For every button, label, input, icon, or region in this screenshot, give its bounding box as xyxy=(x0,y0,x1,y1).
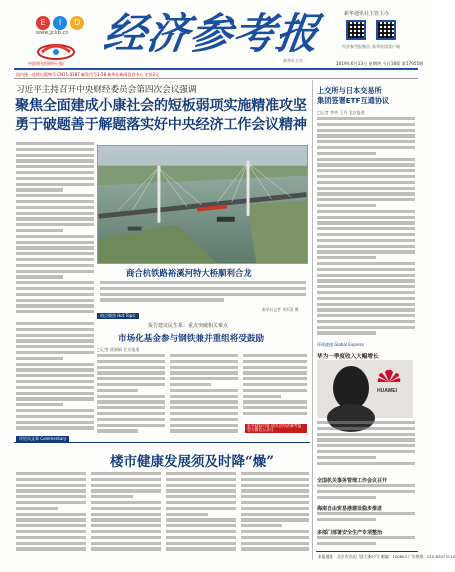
text-line xyxy=(16,246,94,249)
emblem-icon xyxy=(34,40,78,60)
text-line xyxy=(317,187,415,190)
text-line xyxy=(317,438,415,441)
text-line xyxy=(16,513,86,516)
text-line xyxy=(166,484,236,487)
logo-letter-d: D xyxy=(70,16,84,30)
right-lower-body xyxy=(317,512,415,526)
text-line xyxy=(91,518,161,521)
text-line xyxy=(241,542,309,545)
text-line xyxy=(16,165,94,168)
text-line xyxy=(317,303,415,306)
bridge-photo xyxy=(97,145,308,264)
commentary-body xyxy=(166,472,236,558)
hot-topic-body xyxy=(97,354,165,438)
text-line xyxy=(241,530,309,533)
issue-date-line: 2019年6月13日 星期四 今日16版 第17955期 xyxy=(336,61,424,66)
text-line xyxy=(16,293,94,296)
text-line xyxy=(16,374,94,377)
text-line xyxy=(16,426,94,429)
text-line xyxy=(317,456,376,459)
text-line xyxy=(16,229,63,232)
text-line xyxy=(166,536,236,539)
text-line xyxy=(243,383,307,386)
text-line xyxy=(100,293,306,296)
text-line xyxy=(243,354,307,357)
text-line xyxy=(16,536,86,539)
qr-caption: 新华炫闻客户端 xyxy=(372,44,400,49)
text-line xyxy=(91,495,133,498)
text-line xyxy=(16,258,94,261)
text-line xyxy=(16,524,86,527)
right-headline-2: 集团签署ETF互通协议 xyxy=(317,96,390,105)
huawei-photo xyxy=(317,360,413,418)
text-line xyxy=(91,484,161,487)
text-line xyxy=(317,117,415,120)
text-line xyxy=(16,334,94,337)
text-line xyxy=(241,489,309,492)
text-line xyxy=(16,392,94,395)
text-line xyxy=(166,478,236,481)
text-line xyxy=(16,357,63,360)
text-line xyxy=(16,351,94,354)
text-line xyxy=(243,406,307,409)
footer-info: 本报地址：北京市宣武门西大街57号 邮编：100803 广告热线：010-63073110 xyxy=(318,554,455,559)
text-line xyxy=(241,524,282,527)
global-express-headline: 华为一季度收入大幅增长 xyxy=(317,354,379,360)
text-line xyxy=(317,326,415,329)
text-line xyxy=(317,210,415,213)
text-line xyxy=(170,395,238,398)
hot-topic-tag: 热点聚焦 Hot Topic xyxy=(97,313,139,319)
right-lower-headline-2: 海南自由贸易港建设稳步推进 xyxy=(317,506,383,512)
text-line xyxy=(170,366,238,369)
text-line xyxy=(241,507,309,510)
text-line xyxy=(16,194,94,197)
text-line xyxy=(91,547,161,550)
text-line xyxy=(16,200,94,203)
text-line xyxy=(91,489,161,492)
right-story-body xyxy=(317,117,415,339)
text-line xyxy=(16,542,86,545)
text-line xyxy=(16,264,94,267)
photo-credit: 新华社记者 刘军喜 摄 xyxy=(262,307,299,312)
divider xyxy=(14,78,418,79)
text-line xyxy=(97,412,165,415)
text-line xyxy=(166,501,236,504)
hot-topic-body xyxy=(170,354,238,438)
text-line xyxy=(97,366,165,369)
text-line xyxy=(16,530,86,533)
right-lower-body xyxy=(317,484,415,502)
text-line xyxy=(16,518,86,521)
text-line xyxy=(16,403,63,406)
text-line xyxy=(243,360,307,363)
commentary-tag: 评论员文章 Commentary xyxy=(16,436,69,442)
lead-body-column xyxy=(16,322,94,434)
text-line xyxy=(317,314,415,317)
hot-topic-kicker: 报告建议民生系：重点突破相关难点 xyxy=(148,323,229,329)
logo-letter-e: E xyxy=(36,16,50,30)
text-line xyxy=(243,371,307,374)
text-line xyxy=(317,204,376,207)
text-line xyxy=(16,339,94,342)
text-line xyxy=(317,169,415,172)
text-line xyxy=(317,262,415,265)
text-line xyxy=(166,507,236,510)
text-line xyxy=(16,275,63,278)
text-line xyxy=(100,281,306,284)
text-line xyxy=(241,495,309,498)
text-line xyxy=(317,320,415,323)
eid-logo xyxy=(22,8,92,66)
logo-letters xyxy=(36,10,82,26)
text-line xyxy=(317,274,415,277)
text-line xyxy=(16,397,94,400)
text-line xyxy=(243,389,307,392)
text-line xyxy=(317,250,415,253)
text-line xyxy=(97,395,165,398)
text-line xyxy=(241,472,309,475)
column-divider xyxy=(312,80,313,560)
text-line xyxy=(317,291,415,294)
text-line xyxy=(317,427,415,430)
text-line xyxy=(97,383,165,386)
text-line xyxy=(317,542,376,545)
text-line xyxy=(170,429,238,432)
text-line xyxy=(97,360,165,363)
text-line xyxy=(16,368,94,371)
text-line xyxy=(166,530,236,533)
text-line xyxy=(16,217,94,220)
text-line xyxy=(317,175,415,178)
commentary-body xyxy=(91,472,161,558)
text-line xyxy=(317,227,415,230)
text-line xyxy=(166,472,236,475)
text-line xyxy=(241,536,309,539)
text-line xyxy=(16,183,94,186)
text-line xyxy=(91,524,161,527)
text-line xyxy=(97,400,165,403)
lead-headline-1: 聚焦全面建成小康社会的短板弱项实施精准攻坚 xyxy=(15,98,307,114)
text-line xyxy=(16,409,94,412)
lead-headline-2: 勇于破题善于解题落实好中央经济工作会议精神 xyxy=(15,117,307,133)
text-line xyxy=(97,354,165,357)
text-line xyxy=(317,146,415,149)
text-line xyxy=(170,354,238,357)
text-line xyxy=(241,547,309,550)
text-line xyxy=(317,152,376,155)
text-line xyxy=(317,450,415,453)
text-line xyxy=(91,530,161,533)
text-line xyxy=(317,433,415,436)
logo-letter-i: I xyxy=(53,16,67,30)
text-line xyxy=(317,421,415,424)
text-line xyxy=(317,245,415,248)
text-line xyxy=(241,484,309,487)
text-line xyxy=(16,212,94,215)
text-line xyxy=(170,400,238,403)
text-line xyxy=(16,472,86,475)
qr-caption: 经济参考报微信 xyxy=(342,44,370,49)
text-line xyxy=(317,268,415,271)
text-line xyxy=(97,406,165,409)
text-line xyxy=(16,177,94,180)
text-line xyxy=(317,216,415,219)
text-line xyxy=(16,495,86,498)
text-line xyxy=(317,233,415,236)
text-line xyxy=(16,304,94,307)
right-lower-headline-3: 多部门部署安全生产专项整治 xyxy=(317,530,383,536)
text-line xyxy=(317,462,415,465)
text-line xyxy=(170,389,238,392)
hot-topic-body xyxy=(243,354,307,422)
text-line xyxy=(16,159,94,162)
text-line xyxy=(317,279,415,282)
lead-kicker: 习近平主持召开中央财经委员会第四次会议强调 xyxy=(16,85,197,95)
text-line xyxy=(317,444,415,447)
text-line xyxy=(16,235,94,238)
text-line xyxy=(170,360,238,363)
text-line xyxy=(317,221,415,224)
text-line xyxy=(170,406,238,409)
text-line xyxy=(241,518,309,521)
logo-url: www.jjckb.cn xyxy=(36,30,69,36)
text-line xyxy=(166,513,208,516)
huawei-scene xyxy=(317,360,413,418)
text-line xyxy=(91,507,161,510)
text-line xyxy=(243,366,307,369)
text-line xyxy=(243,377,307,380)
text-line xyxy=(170,371,238,374)
photo-caption: 商合杭铁路裕溪河特大桥顺利合龙 xyxy=(126,268,252,278)
text-line xyxy=(16,206,94,209)
text-line xyxy=(16,489,86,492)
commentary-headline: 楼市健康发展须及时降“燥” xyxy=(110,454,275,470)
text-line xyxy=(16,171,94,174)
text-line xyxy=(317,518,376,521)
text-line xyxy=(317,512,415,515)
text-line xyxy=(170,418,238,421)
text-line xyxy=(97,418,165,421)
qr-code-icon xyxy=(376,20,396,40)
text-line xyxy=(317,308,415,311)
text-line xyxy=(16,252,94,255)
masthead-note: 新华社主办 xyxy=(283,58,303,63)
text-line xyxy=(317,536,415,539)
text-line xyxy=(317,129,415,132)
text-line xyxy=(91,536,161,539)
text-line xyxy=(170,412,238,415)
text-line xyxy=(97,377,165,380)
text-line xyxy=(100,298,224,301)
text-line xyxy=(16,386,94,389)
divider xyxy=(14,442,310,443)
text-line xyxy=(317,285,415,288)
text-line xyxy=(97,389,138,392)
text-line xyxy=(91,478,161,481)
text-line xyxy=(16,547,86,550)
text-line xyxy=(16,478,86,481)
text-line xyxy=(166,547,236,550)
text-line xyxy=(100,287,306,290)
text-line xyxy=(97,371,165,374)
global-express-body xyxy=(317,421,415,473)
text-line xyxy=(317,134,415,137)
qr-title: 新华通讯社主管主办 xyxy=(344,11,390,17)
text-line xyxy=(16,380,94,383)
text-line xyxy=(166,542,236,545)
commentary-body xyxy=(16,472,86,558)
text-line xyxy=(16,241,94,244)
text-line xyxy=(317,158,415,161)
text-line xyxy=(16,299,94,302)
text-line xyxy=(241,513,309,516)
text-line xyxy=(170,383,211,386)
right-headline-1: 上交所与日本交易所 xyxy=(317,86,382,95)
text-line xyxy=(16,281,94,284)
global-express-tag: 环球速递 Global Express xyxy=(317,342,364,347)
huawei-brand: HUAWEI xyxy=(377,388,397,394)
text-line xyxy=(16,148,94,151)
text-line xyxy=(317,192,415,195)
qr-code-icon xyxy=(346,20,366,40)
text-line xyxy=(243,395,281,398)
text-line xyxy=(243,412,307,415)
text-line xyxy=(317,181,415,184)
text-line xyxy=(317,256,376,259)
text-line xyxy=(16,287,94,290)
text-line xyxy=(317,123,415,126)
right-byline: □记者 李华 王丹 北京报道 xyxy=(317,110,365,115)
text-line xyxy=(243,400,307,403)
commentary-body xyxy=(241,472,309,558)
text-line xyxy=(16,322,94,325)
text-line xyxy=(317,140,415,143)
text-line xyxy=(170,377,238,380)
right-lower-body xyxy=(317,536,415,550)
text-line xyxy=(16,223,94,226)
logo-slogan: 中国领先的财经日报 xyxy=(28,61,64,66)
text-line xyxy=(16,328,94,331)
text-line xyxy=(317,163,415,166)
text-line xyxy=(97,424,165,427)
text-line xyxy=(16,188,63,191)
text-line xyxy=(317,484,415,487)
text-line xyxy=(16,154,94,157)
hot-topic-headline: 市场化基金参与钢铁兼并重组将受鼓励 xyxy=(118,334,265,344)
text-line xyxy=(16,501,86,504)
text-line xyxy=(166,518,236,521)
masthead-rule xyxy=(14,68,418,70)
text-line xyxy=(317,331,376,334)
text-line xyxy=(241,478,309,481)
text-line xyxy=(166,489,236,492)
text-line xyxy=(16,421,94,424)
hot-topic-byline: □记者 班娟娟 北京报道 xyxy=(97,347,140,352)
text-line xyxy=(317,490,415,493)
text-line xyxy=(317,496,376,499)
text-line xyxy=(91,501,161,504)
text-line xyxy=(91,513,161,516)
text-line xyxy=(16,310,94,313)
text-line xyxy=(241,501,309,504)
issue-info-line: 国内统一连续出版物号 CN11-0187 邮发代号1-58 新华社新闻信息中心 定价2元 xyxy=(16,72,160,77)
lead-body-column xyxy=(16,142,94,317)
text-line xyxy=(91,542,161,545)
text-line xyxy=(166,524,236,527)
promo-box: 更多精彩内容 请关注经济参考报 官方微信公众号 xyxy=(245,424,307,433)
photo-description xyxy=(100,281,306,303)
text-line xyxy=(16,270,94,273)
text-line xyxy=(166,495,236,498)
text-line xyxy=(317,297,415,300)
text-line xyxy=(16,507,58,510)
text-line xyxy=(97,429,138,432)
text-line xyxy=(16,484,86,487)
text-line xyxy=(16,363,94,366)
text-line xyxy=(16,415,94,418)
masthead-title: 经济参考报 xyxy=(100,9,323,58)
text-line xyxy=(170,424,238,427)
text-line xyxy=(317,198,415,201)
divider xyxy=(316,551,418,552)
text-line xyxy=(317,239,415,242)
text-line xyxy=(16,345,94,348)
text-line xyxy=(91,472,161,475)
text-line xyxy=(16,142,94,145)
right-lower-headline-1: 全国机关事务管理工作会议召开 xyxy=(317,478,388,484)
